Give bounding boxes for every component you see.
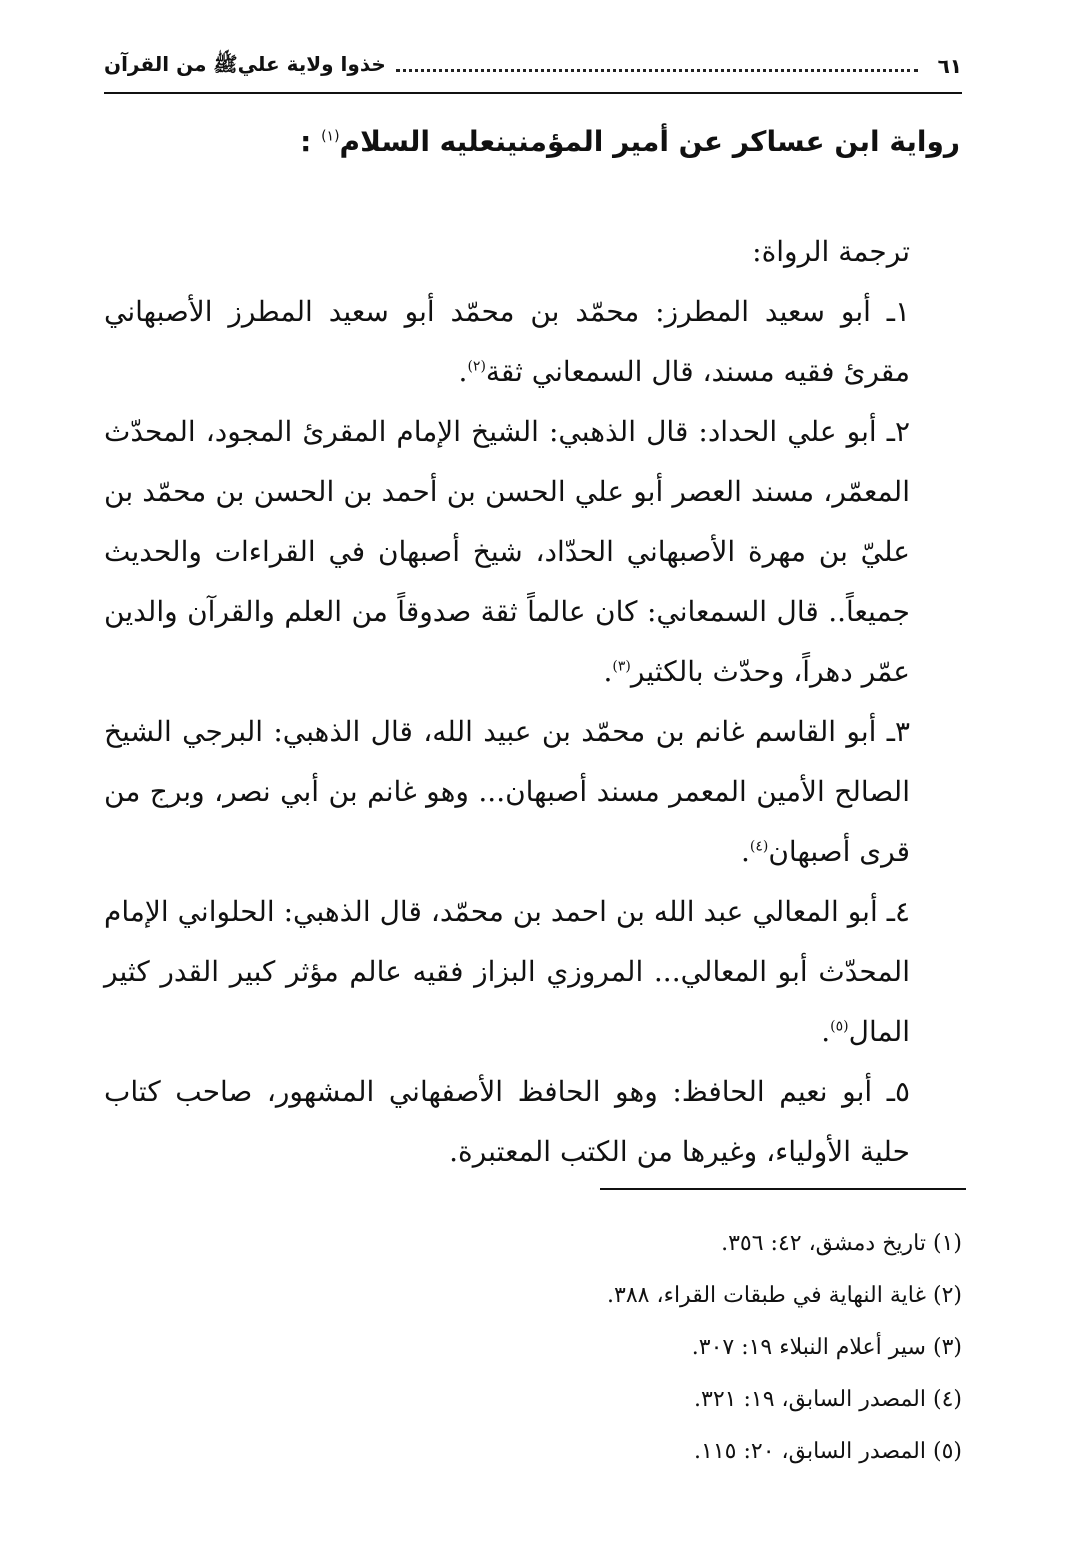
footnote-ref-2: (٢) bbox=[467, 358, 486, 375]
footnote-5: (٥) المصدر السابق، ٢٠: ١١٥. bbox=[694, 1439, 962, 1464]
section-heading bbox=[104, 120, 960, 165]
footnote-ref-4: (٤) bbox=[749, 838, 769, 855]
section-heading-text: رواية ابن عساكر عن أمير المؤمنينعليه السلام bbox=[339, 125, 960, 158]
narrator-paragraph-2: ٢ـ أبو علي الحداد: قال الذهبي: الشيخ الإمام المقرئ المجود، المحدّث المعمّر، مسند العصر أبو علي الحسن بن أحمد بن الحسن بن محمّد بن عليّ بن مهرة الأصبهاني الحدّاد، شيخ أصبهان في القراءات والحديث جميعاً.. قال السمعاني: كان عالماً ثقة صدوقاً من العلم والقرآن والدين عمّر دهراً، وحدّث بالكثير$^{(٣)}$. bbox=[104, 415, 910, 688]
footnote-ref-3: (٣) bbox=[612, 658, 631, 675]
footnotes-list bbox=[104, 1218, 962, 1478]
footnote-ref-5: (٥) bbox=[830, 1018, 849, 1035]
footnote-separator bbox=[600, 1188, 966, 1190]
narrators-intro: ترجمة الرواة: bbox=[752, 235, 910, 268]
footnote-4: (٤) المصدر السابق، ١٩: ٣٢١. bbox=[694, 1387, 962, 1412]
main-text bbox=[104, 222, 960, 1182]
heading-colon: : bbox=[300, 125, 322, 158]
book-title: خذوا ولاية عليﷺ من القرآن bbox=[104, 51, 386, 76]
narrator-paragraph-4: ٤ـ أبو المعالي عبد الله بن احمد بن محمّد، قال الذهبي: الحلواني الإمام المحدّث أبو المعالي... المروزي البزاز فقيه عالم مؤثر كبير القدر كثير المال$^{(٥)}$. bbox=[104, 895, 910, 1048]
narrator-2-text: ٢ـ أبو علي الحداد: قال الذهبي: الشيخ الإمام المقرئ المجود، المحدّث المعمّر، مسند العصر أبو علي الحسن بن أحمد بن الحسن بن محمّد بن عليّ بن مهرة الأصبهاني الحدّاد، شيخ أصبهان في القراءات والحديث جميعاً.. قال السمعاني: كان عالماً ثقة صدوقاً من العلم والقرآن والدين عمّر دهراً، وحدّث بالكثير bbox=[104, 415, 910, 688]
narrator-3-text: ٣ـ أبو القاسم غانم بن محمّد بن عبيد الله، قال الذهبي: البرجي الشيخ الصالح الأمين المعمر مسند أصبهان... وهو غانم بن أبي نصر، وبرج من قرى أصبهان bbox=[104, 715, 910, 868]
narrator-paragraph-1: ١ـ أبو سعيد المطرز: محمّد بن محمّد أبو سعيد المطرز الأصبهاني مقرئ فقيه مسند، قال السمعاني ثقة$^{(٢)}$. bbox=[104, 295, 910, 388]
leader-dots bbox=[396, 69, 918, 72]
footnote-2: (٢) غاية النهاية في طبقات القراء، ٣٨٨. bbox=[607, 1283, 962, 1308]
narrator-paragraph-5: ٥ـ أبو نعيم الحافظ: وهو الحافظ الأصفهاني المشهور، صاحب كتاب حلية الأولياء، وغيرها من الكتب المعتبرة. bbox=[104, 1075, 910, 1168]
footnote-1: (١) تاريخ دمشق، ٤٢: ٣٥٦. bbox=[721, 1231, 962, 1256]
narrator-4-text: ٤ـ أبو المعالي عبد الله بن احمد بن محمّد، قال الذهبي: الحلواني الإمام المحدّث أبو المعالي... المروزي البزاز فقيه عالم مؤثر كبير القدر كثير المال bbox=[104, 895, 910, 1048]
narrator-1-text: ١ـ أبو سعيد المطرز: محمّد بن محمّد أبو سعيد المطرز الأصبهاني مقرئ فقيه مسند، قال السمعاني ثقة bbox=[104, 295, 910, 388]
page-number: ٦١ bbox=[937, 54, 962, 78]
heading-footnote-ref: (١) bbox=[321, 128, 340, 145]
footnote-3: (٣) سير أعلام النبلاء ١٩: ٣٠٧. bbox=[691, 1335, 962, 1360]
narrator-paragraph-3: ٣ـ أبو القاسم غانم بن محمّد بن عبيد الله، قال الذهبي: البرجي الشيخ الصالح الأمين المعمر مسند أصبهان... وهو غانم بن أبي نصر، وبرج من قرى أصبهان$^{(٤)}$. bbox=[104, 715, 910, 868]
running-header bbox=[104, 44, 962, 94]
